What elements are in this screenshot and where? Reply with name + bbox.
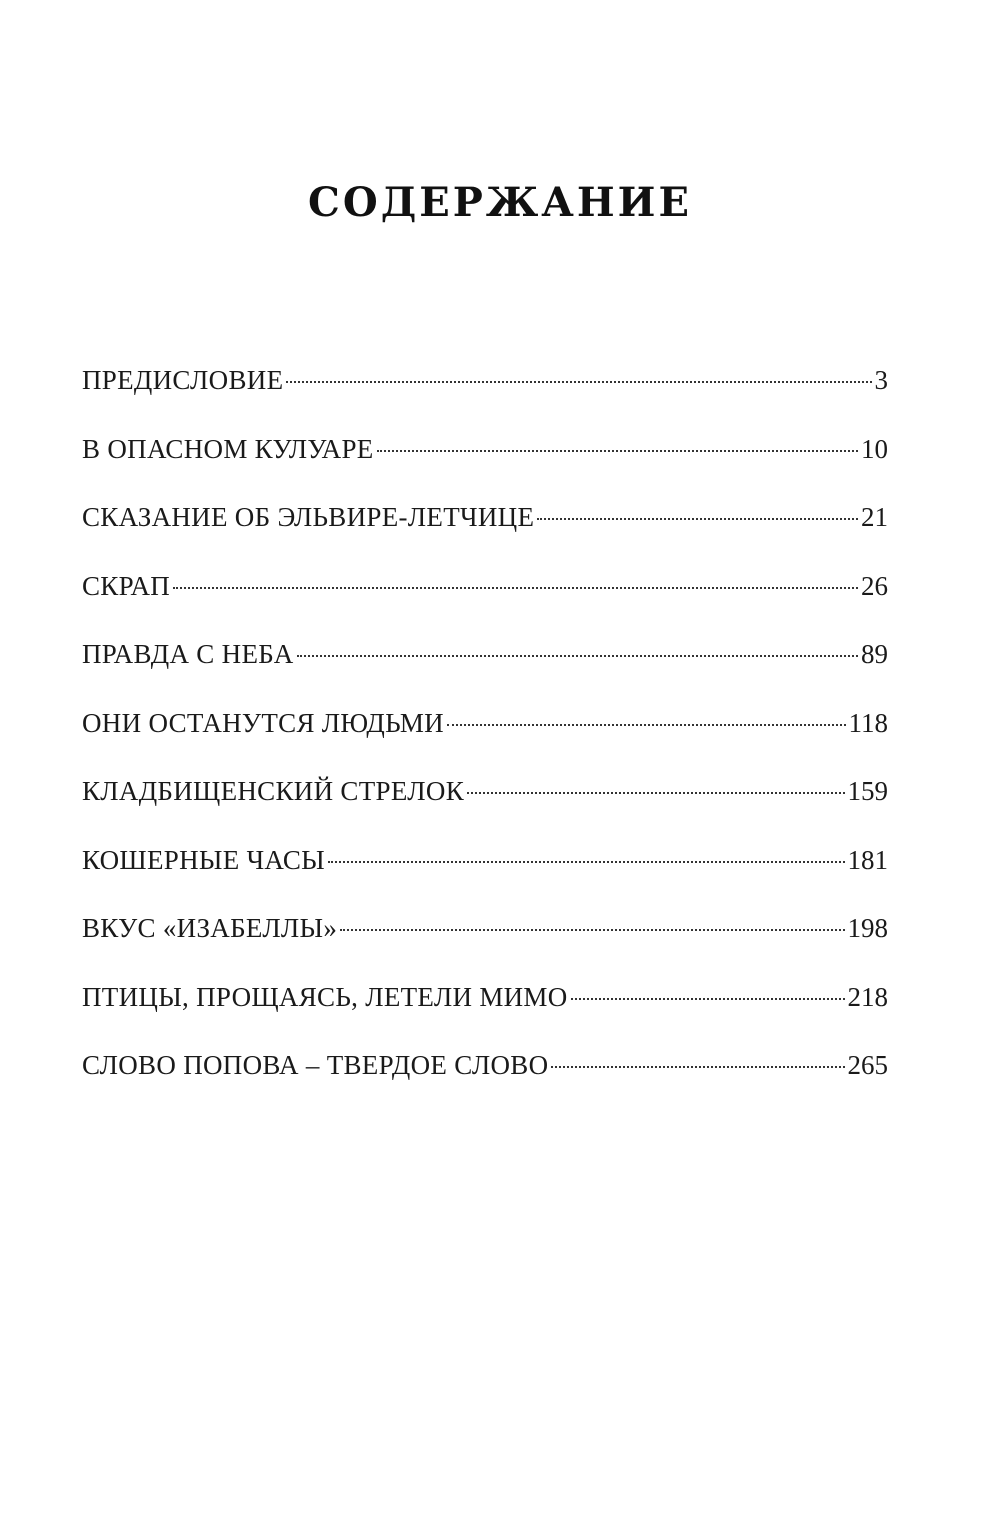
toc-entry-title: КЛАДБИЩЕНСКИЙ СТРЕЛОК xyxy=(82,776,465,806)
toc-entry-title: ПРЕДИСЛОВИЕ xyxy=(82,365,284,395)
toc-entry[interactable] xyxy=(82,360,888,429)
toc-dot-leader xyxy=(571,998,845,1000)
table-of-contents xyxy=(82,360,888,1114)
toc-entry-title: ОНИ ОСТАНУТСЯ ЛЮДЬМИ xyxy=(82,707,444,738)
toc-dot-leader xyxy=(328,861,844,863)
toc-entry[interactable] xyxy=(82,1045,888,1114)
toc-entry-page: 265 xyxy=(847,1050,888,1080)
toc-dot-leader xyxy=(340,929,844,931)
toc-entry[interactable] xyxy=(82,771,888,840)
toc-entry[interactable] xyxy=(82,977,888,1046)
toc-entry-page: 10 xyxy=(861,433,888,464)
toc-entry-title: КОШЕРНЫЕ ЧАСЫ xyxy=(82,844,326,875)
toc-entry[interactable] xyxy=(82,497,888,566)
toc-dot-leader xyxy=(377,450,858,452)
toc-entry-page: 3 xyxy=(874,365,888,395)
toc-entry-page: 181 xyxy=(847,844,888,875)
toc-dot-leader xyxy=(173,587,858,589)
toc-entry-title: СКАЗАНИЕ ОБ ЭЛЬВИРЕ-ЛЕТЧИЦЕ xyxy=(82,502,535,532)
toc-entry[interactable] xyxy=(82,634,888,703)
toc-entry-title: СКРАП xyxy=(82,570,171,601)
toc-dot-leader xyxy=(297,655,858,657)
toc-entry[interactable] xyxy=(82,429,888,498)
toc-dot-leader xyxy=(467,792,844,794)
toc-entry-page: 198 xyxy=(847,913,888,943)
toc-entry-page: 21 xyxy=(861,502,888,532)
toc-entry[interactable] xyxy=(82,703,888,772)
toc-entry-title: СЛОВО ПОПОВА – ТВЕРДОЕ СЛОВО xyxy=(82,1050,549,1080)
toc-entry-title: В ОПАСНОМ КУЛУАРЕ xyxy=(82,433,374,464)
toc-dot-leader xyxy=(551,1066,844,1068)
toc-entry-page: 118 xyxy=(848,707,888,738)
toc-dot-leader xyxy=(537,518,858,520)
toc-entry-title: ПРАВДА С НЕБА xyxy=(82,639,294,669)
toc-entry-page: 159 xyxy=(847,776,888,806)
toc-entry-page: 89 xyxy=(861,639,888,669)
toc-entry-page: 218 xyxy=(847,981,888,1012)
toc-entry[interactable] xyxy=(82,566,888,635)
toc-entry-title: ПТИЦЫ, ПРОЩАЯСЬ, ЛЕТЕЛИ МИМО xyxy=(82,981,568,1012)
toc-dot-leader xyxy=(447,724,846,726)
page-title: СОДЕРЖАНИЕ xyxy=(308,178,692,226)
toc-dot-leader xyxy=(286,381,871,383)
toc-entry[interactable] xyxy=(82,840,888,909)
toc-entry-page: 26 xyxy=(861,570,888,601)
toc-entry[interactable] xyxy=(82,908,888,977)
toc-entry-title: ВКУС «ИЗАБЕЛЛЫ» xyxy=(82,913,338,943)
